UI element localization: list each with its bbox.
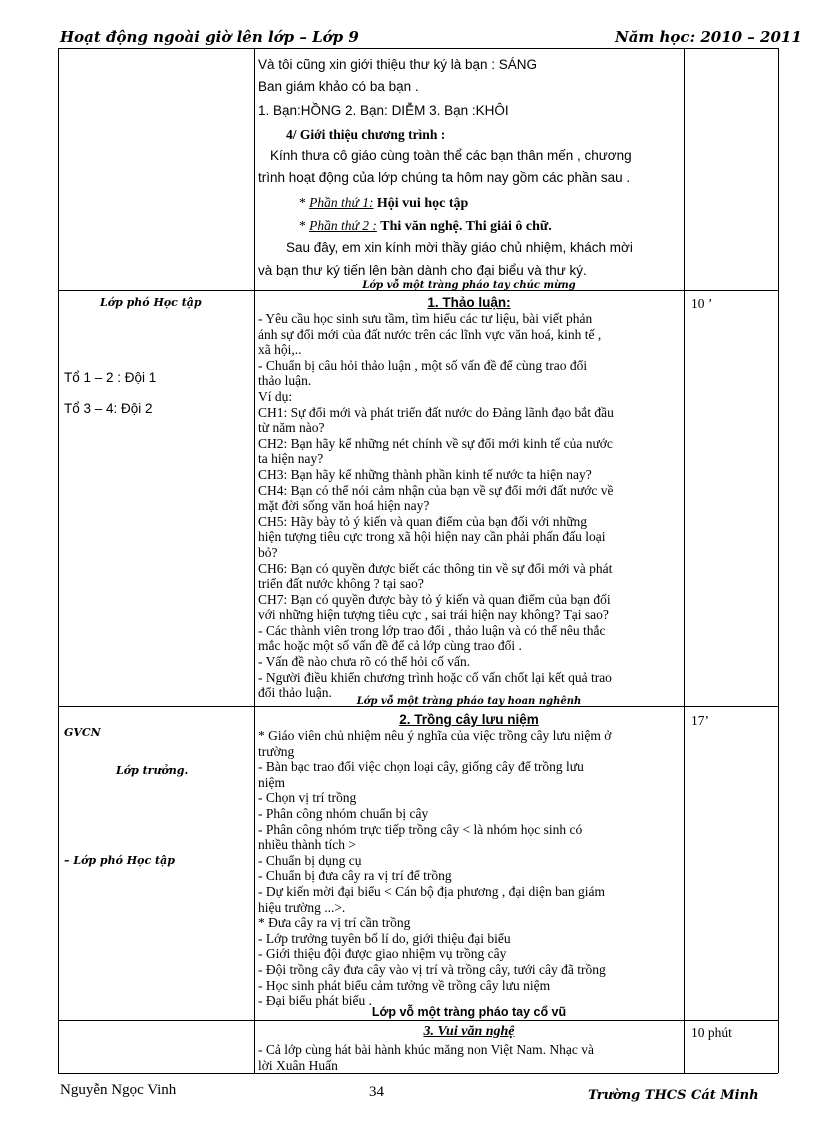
s2-line: hiệu trường ...>. [258,899,346,915]
s3-line: lời Xuân Huấn [258,1057,338,1073]
s2-line: - Bàn bạc trao đổi việc chọn loại cây, giống cây để trồng lưu [258,759,584,775]
section3-title [254,1024,684,1040]
intro-part1 [299,195,468,212]
role-lop-pho-hoc-tap: Lớp phó Học tập [100,296,202,309]
s2-line: niệm [258,774,285,790]
intro-part2 [299,218,552,235]
section2-title: 2. Trồng cây lưu niệm [399,712,539,727]
s2-line: - Chuẩn bị dụng cụ [258,852,362,868]
role-gvcn: GVCN [64,726,101,739]
s1-line: thảo luận. [258,373,312,389]
part2-title: Thi văn nghệ. Thi giải ô chữ. [380,219,552,234]
part2-label: Phần thứ 2 : [309,218,377,233]
s1-line: CH7: Bạn có quyền được bày tỏ ý kiến và quan điểm của bạn đối [258,591,611,607]
s1-line: CH2: Bạn hãy kể những nét chính về sự đổi mới kinh tế của nước [258,435,613,451]
s1-line: Ví dụ: [258,388,293,404]
s2-line: - Phân công nhóm trực tiếp trồng cây < là nhóm học sinh có [258,821,583,837]
s1-line: CH6: Bạn có quyền được biết các thông tin về sự đổi mới và phát [258,560,613,576]
section1-title: 1. Thảo luận: [427,295,511,310]
s1-line: ánh sự đổi mới của đất nước trên các lĩnh vực văn hoá, kinh tế , [258,326,602,342]
s2-line: - Giới thiệu đội được giao nhiệm vụ trồng cây [258,946,507,962]
s1-line: - Chuẩn bị câu hỏi thảo luận , một số vấn đề để cùng trao đổi [258,357,588,373]
s1-line: - Vấn đề nào chưa rõ có thể hỏi cố vấn. [258,654,471,670]
s1-line: CH4: Bạn có thể nói cảm nhận của bạn về sự đổi mới đất nước về [258,482,614,498]
s2-line: nhiều thành tích > [258,837,356,853]
intro-line-9: Sau đây, em xin kính mời thầy giáo chủ nhiệm, khách mời [286,240,633,255]
intro-line-10: và bạn thư ký tiến lên bàn dành cho đại biểu và thư ký. [258,263,587,278]
intro-line-3: 1. Bạn:HỒNG 2. Bạn: DIỄM 3. Bạn :KHÔI [258,103,509,118]
intro-line-2: Ban giám khảo có ba bạn . [258,79,419,94]
s2-line: - Chuẩn bị đưa cây ra vị trí để trồng [258,868,452,884]
part1-label: Phần thứ 1: [309,195,374,210]
s1-line: - Người điều khiển chương trình hoặc cố vấn chốt lại kết quả trao [258,669,612,685]
footer-school: Trường THCS Cát Minh [588,1088,759,1103]
s3-line: - Cả lớp cùng hát bài hành khúc măng non Việt Nam. Nhạc và [258,1042,594,1057]
s1-line: CH1: Sự đổi mới và phát triển đất nước do Đảng lãnh đạo bắt đầu [258,404,614,420]
team-1: Tổ 1 – 2 : Đội 1 [64,370,157,385]
s1-line: bỏ? [258,544,278,560]
team-2: Tổ 3 – 4: Đội 2 [64,401,153,416]
intro-line-4: 4/ Giới thiệu chương trình : [286,127,446,142]
s1-line: hiện tượng tiêu cực trong xã hội hiện nay cần phải phấn đấu loại [258,529,606,545]
page-number: 34 [369,1084,384,1100]
s2-line: - Học sinh phát biểu cảm tưởng về trồng cây lưu niệm [258,977,551,993]
s2-line: trường [258,743,295,759]
section1-time: 10 ’ [691,296,713,311]
star-icon: * [299,218,306,233]
section3-title-text: 3. Vui văn nghệ [423,1024,515,1039]
s2-line: * Giáo viên chủ nhiệm nêu ý nghĩa của việc trồng cây lưu niệm ở [258,728,612,743]
section2-time: 17’ [691,713,709,728]
intro-line-6: trình hoạt động của lớp chúng ta hôm nay gồm các phần sau . [258,170,631,185]
s2-line: - Đại biểu phát biểu . [258,993,372,1009]
header-school-year: Năm học: 2010 – 2011 [615,28,802,46]
footer-author: Nguyễn Ngọc Vinh [60,1082,177,1098]
s1-line: - Yêu cầu học sinh sưu tầm, tìm hiểu các tư liệu, bài viết phản [258,311,593,326]
s1-line: CH5: Hãy bày tỏ ý kiến và quan điểm của bạn đối với những [258,513,588,529]
s2-line: - Đội trồng cây đưa cây vào vị trí và trồng cây, tưới cây đã trồng [258,961,606,977]
s1-line: mặt đời sống văn hoá hiện nay? [258,498,430,514]
role-lop-pho-hoc-tap-2: – Lớp phó Học tập [64,854,175,867]
role-lop-truong: Lớp trưởng. [116,764,189,777]
s2-line: - Dự kiến mời đại biểu < Cán bộ địa phương , đại diện ban giám [258,883,605,899]
caption-applause-1: Lớp vỗ một tràng pháo tay chúc mừng [362,280,576,291]
header-divider [58,48,778,49]
header-title: Hoạt động ngoài giờ lên lớp – Lớp 9 [60,28,359,46]
caption-applause-3: Lớp vỗ một tràng pháo tay cổ vũ [371,1005,567,1019]
s1-line: đổi thảo luận. [258,685,332,701]
s1-line: ta hiện nay? [258,451,324,467]
intro-line-5: Kính thưa cô giáo cùng toàn thể các bạn thân mến , chương [270,148,632,163]
s1-line: với những hiện tượng tiêu cực , sai trái hiện nay không? Tại sao? [258,607,609,623]
s2-line: * Đưa cây ra vị trí cần trồng [258,915,411,931]
section3-time: 10 phút [691,1025,732,1040]
s1-line: - Các thành viên trong lớp trao đổi , thảo luận và có thể nêu thắc [258,622,606,638]
s1-line: CH3: Bạn hãy kể những thành phần kinh tế nước ta hiện nay? [258,466,592,482]
s2-line: - Phân công nhóm chuẩn bị cây [258,805,429,821]
s2-line: - Lớp trưởng tuyên bố lí do, giới thiệu đại biểu [258,930,511,946]
star-icon: * [299,195,306,210]
s1-line: từ năm nào? [258,420,325,436]
s1-line: triển đất nước không ? tại sao? [258,576,424,592]
s2-line: - Chọn vị trí trồng [258,790,357,806]
caption-applause-2: Lớp vỗ một tràng pháo tay hoan nghênh [356,696,582,707]
section2-body [258,728,611,1009]
section1-body [258,311,614,701]
part1-title: Hội vui học tập [376,196,469,211]
s1-line: mắc hoặc một số vấn đề để cả lớp cùng trao đổi . [258,638,522,654]
section3-body [258,1042,594,1073]
intro-line-1: Và tôi cũng xin giới thiệu thư ký là bạn : SÁNG [258,57,538,72]
s1-line: xã hội,.. [258,342,302,358]
